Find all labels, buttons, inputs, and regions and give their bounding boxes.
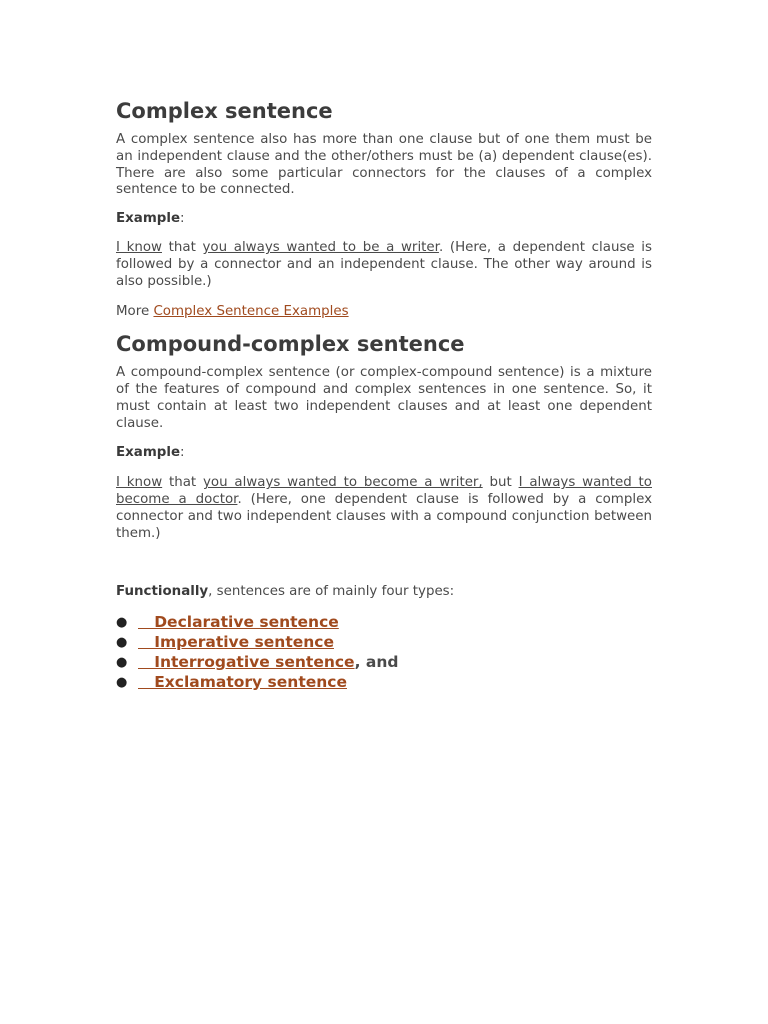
list-item-exclamatory bbox=[116, 673, 652, 693]
example-clause-writer: you always wanted to be a writer bbox=[202, 239, 439, 255]
more-examples-line bbox=[116, 304, 652, 321]
bullet-icon: ● bbox=[116, 634, 128, 650]
paragraph-compound-complex-intro: A compound-complex sentence (or complex-compound sentence) is a mixture of the features of compound and complex sentences in one sentence. So, it must contain at least two independent clauses and at least one dependent clause. bbox=[116, 365, 652, 431]
bullet-icon: ● bbox=[116, 674, 128, 690]
declarative-sentence-link[interactable]: Declarative sentence bbox=[138, 613, 339, 632]
list-item-declarative bbox=[116, 613, 652, 633]
example-label-text: Example bbox=[116, 211, 181, 227]
example-label-complex bbox=[116, 211, 652, 228]
example-clause-i-know: I know bbox=[116, 239, 162, 255]
sentence-types-list bbox=[116, 613, 652, 692]
example-text: that bbox=[162, 475, 203, 491]
example-clause-become-writer: you always wanted to become a writer, bbox=[202, 475, 483, 491]
paragraph-complex-intro: A complex sentence also has more than one clause but of one them must be an independent clause and the other/others must be (a) dependent clause(es). There are also some particular connectors for the clauses of a complex sentence to be connected. bbox=[116, 132, 652, 198]
exclamatory-sentence-link[interactable]: Exclamatory sentence bbox=[138, 672, 347, 691]
list-item-interrogative bbox=[116, 653, 652, 673]
example-colon: : bbox=[180, 445, 185, 461]
imperative-sentence-link[interactable]: Imperative sentence bbox=[138, 632, 334, 651]
functionally-rest: , sentences are of mainly four types: bbox=[208, 584, 455, 600]
example-clause-become-doctor: I always wanted to become a doctor bbox=[116, 475, 652, 507]
list-item-suffix: , and bbox=[354, 652, 399, 671]
example-text: that bbox=[161, 239, 203, 255]
bullet-icon: ● bbox=[116, 615, 128, 631]
heading-compound-complex-sentence: Compound-complex sentence bbox=[116, 332, 465, 357]
more-prefix: More bbox=[116, 304, 154, 320]
functionally-bold: Functionally bbox=[116, 584, 209, 600]
example-text: but bbox=[482, 475, 519, 491]
complex-sentence-examples-link[interactable]: Complex Sentence Examples bbox=[153, 304, 349, 320]
list-item-imperative bbox=[116, 633, 652, 653]
interrogative-sentence-link[interactable]: Interrogative sentence bbox=[138, 652, 355, 671]
heading-complex-sentence: Complex sentence bbox=[116, 99, 333, 123]
paragraph-functionally bbox=[116, 584, 652, 601]
example-label-text: Example bbox=[116, 445, 181, 461]
example-explanation: . (Here, one dependent clause is followed by a complex connector and two independent clauses with a compound conjunction between them.) bbox=[116, 491, 653, 541]
example-explanation: . (Here, a dependent clause is followed by a connector and an independent clause. The other way around is also possible.) bbox=[116, 239, 653, 289]
example-colon: : bbox=[180, 211, 185, 227]
example-label-compound-complex bbox=[116, 445, 652, 462]
document-page bbox=[116, 96, 652, 692]
example-clause-i-know: I know bbox=[116, 475, 163, 491]
bullet-icon: ● bbox=[116, 654, 128, 670]
paragraph-complex-example bbox=[116, 240, 652, 290]
paragraph-compound-complex-example bbox=[116, 475, 652, 542]
